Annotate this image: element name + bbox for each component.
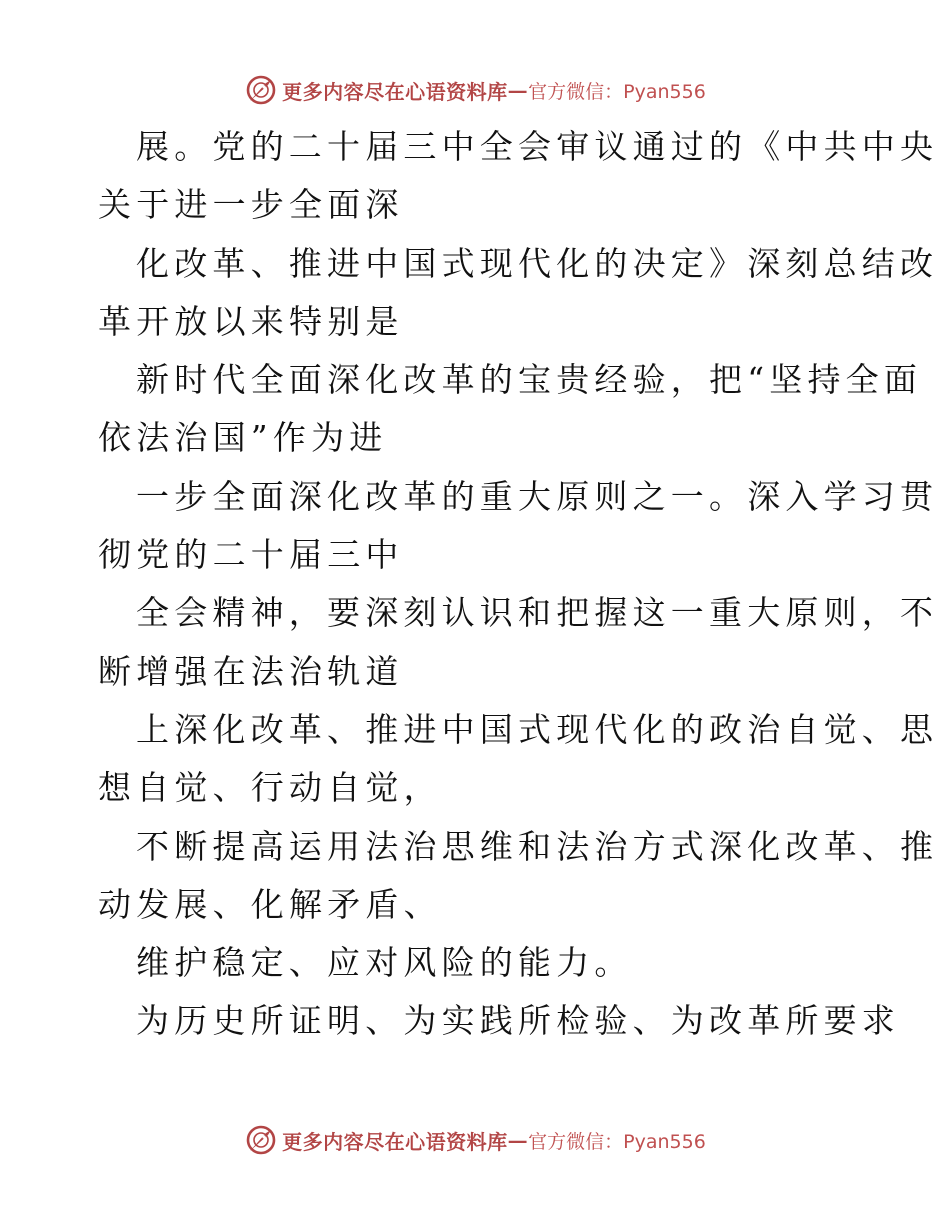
pen-nib-logo-icon xyxy=(244,1123,278,1157)
text-line: 想自觉、行动自觉， xyxy=(98,768,442,808)
text-line: 断增强在法治轨道 xyxy=(98,651,404,691)
header-watermark xyxy=(0,70,950,110)
footer-brand-text: 更多内容尽在心语资料库 xyxy=(282,1129,508,1154)
text-line: 不断提高运用法治思维和法治方式深化改革、推 xyxy=(136,826,939,866)
pen-nib-logo-icon xyxy=(244,73,278,107)
header-wechat-text: 官方微信：Pyan556 xyxy=(528,80,706,103)
text-line: 依法治国”作为进 xyxy=(98,418,388,458)
text-line: 为历史所证明、为实践所检验、为改革所要求 xyxy=(136,1001,900,1041)
header-separator: — xyxy=(507,78,529,102)
text-line: 展。党的二十届三中全会审议通过的《中共中央 xyxy=(136,127,939,166)
text-line: 新时代全面深化改革的宝贵经验，把“坚持全面 xyxy=(136,360,923,400)
footer-separator: — xyxy=(507,1128,529,1152)
document-body xyxy=(98,118,939,1051)
text-line: 一步全面深化改革的重大原则之一。深入学习贯 xyxy=(136,476,939,516)
text-line: 上深化改革、推进中国式现代化的政治自觉、思 xyxy=(136,709,939,749)
text-line: 全会精神，要深刻认识和把握这一重大原则，不 xyxy=(136,593,939,633)
footer-watermark xyxy=(0,1120,950,1160)
text-line: 彻党的二十届三中 xyxy=(98,535,404,575)
text-line: 革开放以来特别是 xyxy=(98,301,404,341)
text-line: 维护稳定、应对风险的能力。 xyxy=(136,943,633,983)
header-brand-text: 更多内容尽在心语资料库 xyxy=(282,79,508,104)
text-line: 化改革、推进中国式现代化的决定》深刻总结改 xyxy=(136,243,939,283)
text-line: 关于进一步全面深 xyxy=(98,185,404,225)
footer-wechat-text: 官方微信：Pyan556 xyxy=(528,1130,706,1153)
text-line: 动发展、化解矛盾、 xyxy=(98,884,442,924)
